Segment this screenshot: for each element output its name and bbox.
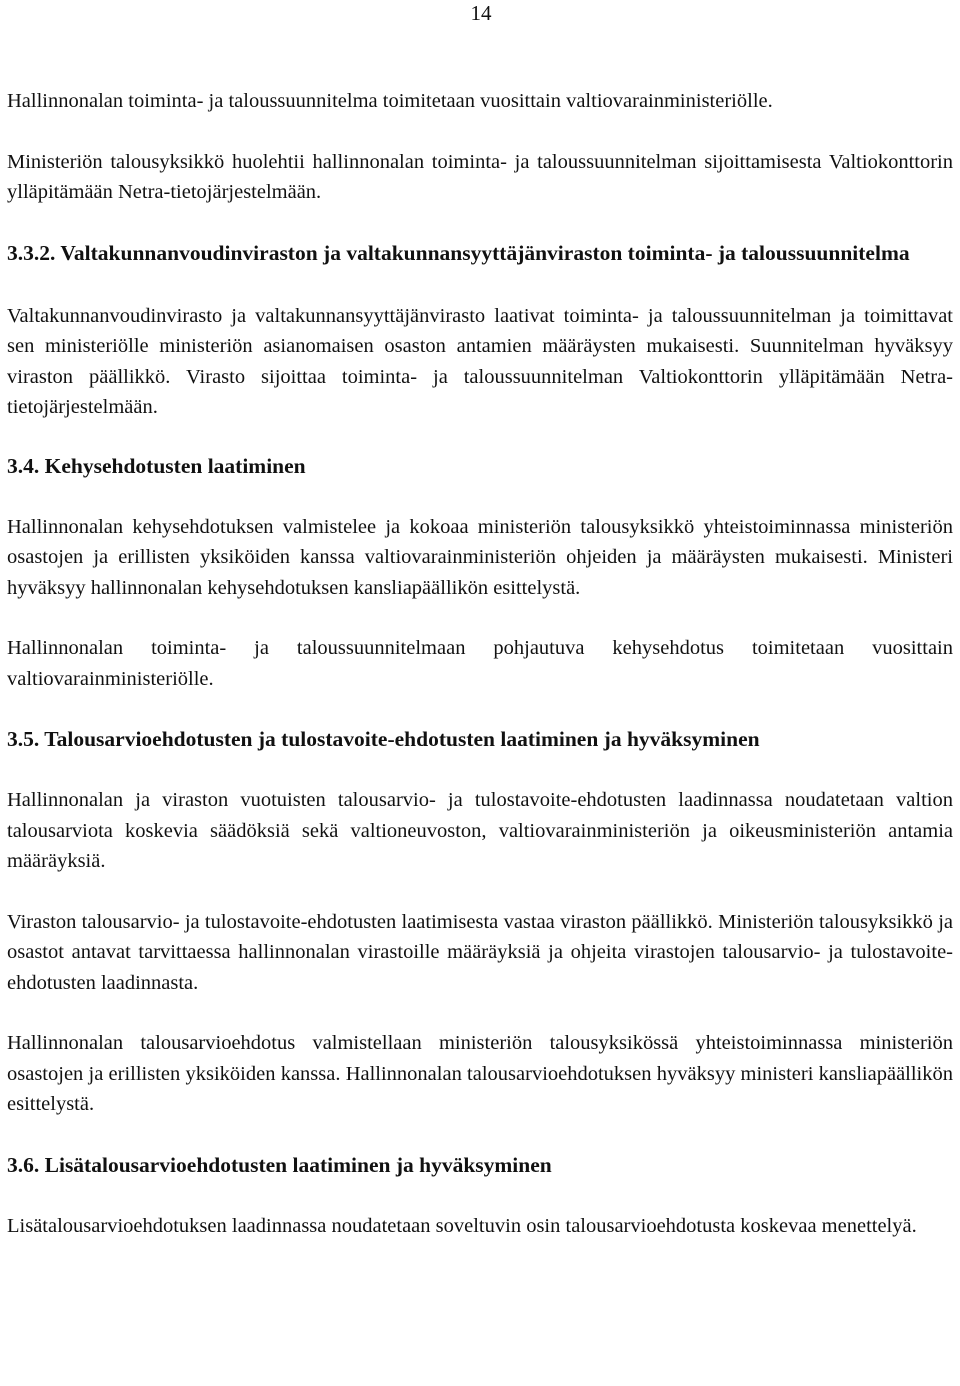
paragraph-frame-proposal: Hallinnonalan kehysehdotuksen valmistelee ja kokoaa ministeriön talousyksikkö yhteistoiminnassa ministeriön osastojen ja erillisten yksiköiden kanssa valtiovarainministeriön ohjeiden ja määräysten mukaisesti. Ministeri hyväksyy hallinnonalan kehysehdotuksen kansliapäällikön esittelystä. [7,515,953,599]
paragraph-netra-placement: Ministeriön talousyksikkö huolehtii hallinnonalan toiminta- ja taloussuunnitelman sijoittamisesta Valtiokonttorin ylläpitämään Netra-tietojärjestelmään. [7,150,953,203]
paragraph-supplementary-budget: Lisätalousarvioehdotuksen laadinnassa noudatetaan soveltuvin osin talousarvioehdotusta koskevaa menettelyä. [7,1214,917,1237]
heading-3-5: 3.5. Talousarvioehdotusten ja tulostavoite-ehdotusten laatiminen ja hyväksyminen [7,727,760,751]
paragraph-frame-submission: Hallinnonalan toiminta- ja taloussuunnitelmaan pohjautuva kehysehdotus toimitetaan vuosittain valtiovarainministeriölle. [7,637,953,690]
paragraph-budget-regulations: Hallinnonalan ja viraston vuotuisten talousarvio- ja tulostavoite-ehdotusten laadinnassa noudatetaan valtion talousarviota koskevia säädöksiä sekä valtioneuvoston, valtiovarainministeriön ja oikeusministeriön antamia määräyksiä. [7,789,953,872]
document-body [7,86,953,1241]
paragraph-agency-plan: Valtakunnanvoudinvirasto ja valtakunnansyyttäjänvirasto laativat toiminta- ja taloussuunnitelman ja toimittavat sen ministeriölle ministeriön asianomaisen osaston antamien määräysten mukaisesti. Suunnitelman hyväksyy viraston päällikkö. Virasto sijoittaa toiminta- ja taloussuunnitelman Valtiokonttorin ylläpitämään Netra-tietojärjestelmään. [7,304,953,418]
heading-3-3-2: 3.3.2. Valtakunnanvoudinviraston ja valtakunnansyyttäjänviraston toiminta- ja taloussuunnitelma [7,240,910,265]
paragraph-ministry-budget: Hallinnonalan talousarvioehdotus valmistellaan ministeriön talousyksikössä yhteistoiminnassa ministeriön osastojen ja erillisten yksiköiden kanssa. Hallinnonalan talousarvioehdotuksen hyväksyy ministeri kansliapäällikön esittelystä. [7,1032,953,1115]
paragraph-agency-budget: Viraston talousarvio- ja tulostavoite-ehdotusten laatimisesta vastaa viraston päällikkö. Ministeriön talousyksikkö ja osastot antavat tarvittaessa hallinnonalan virastoille määräyksiä ja ohjeita virastojen talousarvio- ja tulostavoite-ehdotusten laadinnasta. [7,910,953,994]
paragraph-plan-submission: Hallinnonalan toiminta- ja taloussuunnitelma toimitetaan vuosittain valtiovarainministeriölle. [7,90,773,112]
heading-3-6: 3.6. Lisätalousarvioehdotusten laatiminen ja hyväksyminen [7,1152,552,1177]
heading-3-4: 3.4. Kehysehdotusten laatiminen [7,453,306,478]
page-number: 14 [470,1,492,25]
